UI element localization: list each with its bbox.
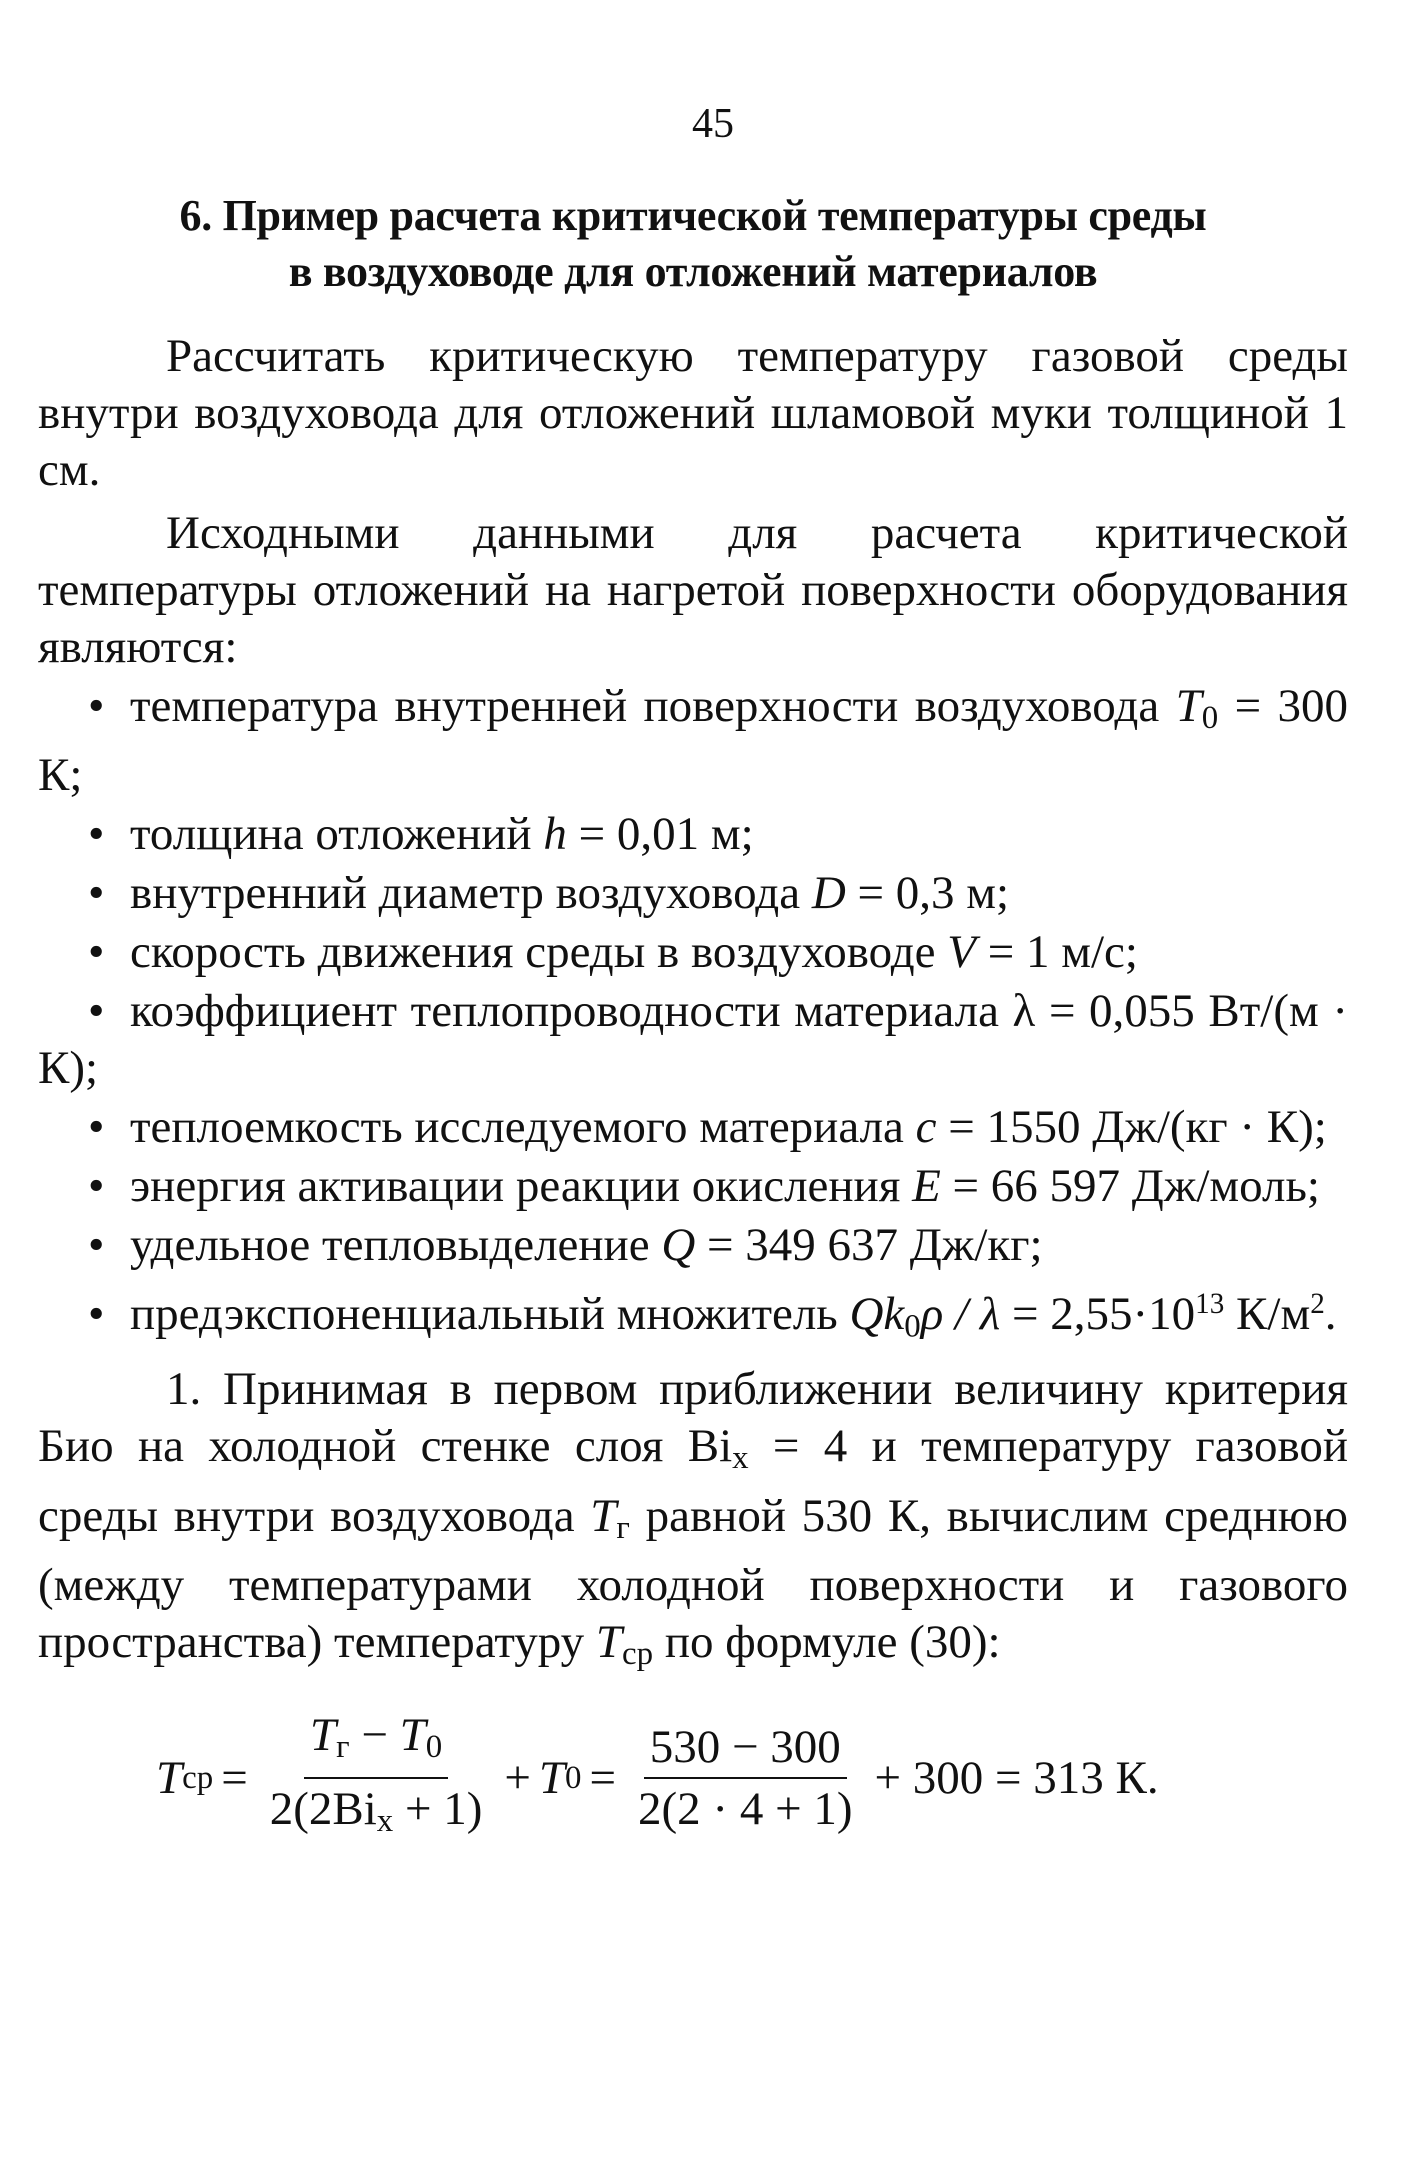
item-label: коэффициент теплопроводности материала	[130, 985, 999, 1038]
fraction-numerator	[304, 1709, 448, 1779]
item-var: h	[543, 808, 567, 861]
step-1-paragraph	[38, 1361, 1348, 1683]
bullet-icon: •	[88, 985, 105, 1038]
section-title-line-2: в воздуховоде для отложений материалов	[288, 247, 1098, 296]
step-1-text-4: по формуле (30):	[653, 1615, 1001, 1668]
item-label: удельное тепловыделение	[130, 1219, 650, 1272]
item-var: λ	[1012, 985, 1036, 1038]
item-value: = 2,55·10	[1011, 1288, 1196, 1341]
formula-equals-2: =	[589, 1752, 617, 1805]
page-number: 45	[692, 101, 734, 147]
item-var: D	[811, 867, 846, 920]
formula-t0: T	[538, 1752, 566, 1805]
item-var: Qk	[849, 1288, 905, 1341]
list-item-v	[38, 924, 1348, 981]
item-label: теплоемкость исследуемого материала	[130, 1101, 904, 1154]
item-value-exponent: 13	[1195, 1288, 1225, 1321]
item-value-unit: К/м	[1224, 1288, 1311, 1341]
bullet-icon: •	[88, 808, 105, 861]
bi-symbol: Bi	[687, 1420, 733, 1473]
item-var: Q	[661, 1219, 696, 1272]
input-intro-paragraph: Исходными данными для расчета критической температуры отложений на нагретой поверхности оборудования являются:	[38, 507, 1348, 673]
item-label: энергия активации реакции окисления	[130, 1160, 901, 1213]
formula-equals: =	[221, 1752, 248, 1805]
item-label: температура внутренней поверхности воздуховода	[130, 680, 1160, 732]
item-var-rest: ρ / λ	[920, 1288, 1001, 1341]
step-1-text-1: 1. Принимая в первом приближении величину критерия Био на холодной стенке слоя	[38, 1363, 1348, 1473]
bi-subscript: x	[732, 1440, 749, 1477]
den-sub: x	[376, 1803, 394, 1840]
item-unit-exponent: 2	[1310, 1288, 1325, 1321]
formula-t0-sub: 0	[565, 1760, 582, 1797]
list-item-lambda	[38, 983, 1348, 1097]
item-label: предэкспоненциальный множитель	[130, 1288, 838, 1341]
bullet-icon: •	[88, 680, 105, 732]
den-part-2: + 1)	[393, 1783, 483, 1836]
tg-symbol: T	[590, 1489, 617, 1542]
item-end: .	[1324, 1288, 1337, 1341]
item-label: внутренний диаметр воздуховода	[130, 867, 801, 920]
tg-var: T	[309, 1709, 337, 1762]
fraction-denominator: 2(2 · 4 + 1)	[638, 1783, 853, 1836]
bullet-icon: •	[88, 1160, 105, 1213]
formula-lhs-sub: ср	[182, 1760, 214, 1797]
item-var: T	[1175, 680, 1202, 732]
item-value: = 349 637 Дж/кг;	[707, 1219, 1043, 1272]
list-item-h	[38, 806, 1348, 863]
list-item-c	[38, 1099, 1348, 1156]
bullet-icon: •	[88, 1288, 105, 1341]
task-paragraph: Рассчитать критическую температуру газовой среды внутри воздуховода для отложений шламовой муки толщиной 1 см.	[38, 330, 1348, 496]
bullet-icon: •	[88, 1101, 105, 1154]
step-1-text-2: = 4 и температуру газовой среды внутри воздуховода	[38, 1420, 1348, 1542]
item-value: = 0,3 м;	[857, 867, 1010, 920]
list-item-e	[38, 1158, 1348, 1215]
list-item-t0	[38, 678, 1348, 804]
list-item-preexponential	[38, 1276, 1348, 1355]
formula-fraction-numeric	[632, 1721, 858, 1835]
formula-result: + 300 = 313 К.	[874, 1752, 1159, 1805]
t0-sub: 0	[425, 1729, 443, 1766]
t0-var: T	[399, 1709, 426, 1762]
minus-sign: −	[349, 1709, 400, 1762]
item-label: толщина отложений	[130, 808, 532, 861]
item-var: E	[912, 1160, 941, 1213]
formula-fraction-symbolic	[264, 1709, 489, 1847]
item-value: = 300 К;	[38, 680, 1349, 802]
list-item-d	[38, 865, 1348, 922]
tg-sub: г	[336, 1729, 350, 1766]
bullet-icon: •	[88, 926, 105, 979]
formula-plus: +	[504, 1752, 531, 1805]
item-value: = 0,01 м;	[578, 808, 754, 861]
bullet-icon: •	[88, 1219, 105, 1272]
fraction-denominator	[264, 1779, 489, 1847]
tcp-symbol: T	[595, 1615, 623, 1668]
item-var-sub: 0	[904, 1308, 921, 1345]
item-label: скорость движения среды в воздуховоде	[130, 926, 936, 979]
item-var-sub: 0	[1201, 700, 1219, 737]
item-value: = 0,055 Вт/(м · К);	[38, 985, 1349, 1095]
document-page	[38, 100, 1348, 1848]
section-title	[38, 188, 1348, 300]
item-value: = 1550 Дж/(кг · К);	[948, 1101, 1327, 1154]
den-part-1: 2(2Bi	[269, 1783, 377, 1836]
tcp-formula	[156, 1709, 1348, 1847]
list-item-q	[38, 1217, 1348, 1274]
step-1-text-3: равной 530 К, вычислим среднюю (между температурами холодной поверхности и газового пространства) температуру	[38, 1489, 1348, 1668]
item-value: = 1 м/с;	[987, 926, 1138, 979]
formula-lhs: T	[156, 1752, 183, 1805]
item-value: = 66 597 Дж/моль;	[952, 1160, 1320, 1213]
item-var: V	[947, 926, 976, 979]
section-title-line-1: 6. Пример расчета критической температуры среды	[179, 191, 1207, 240]
tg-subscript: г	[616, 1509, 630, 1546]
item-var: c	[915, 1101, 937, 1154]
tcp-subscript: ср	[622, 1636, 654, 1673]
bullet-icon: •	[88, 867, 105, 920]
fraction-numerator: 530 − 300	[644, 1721, 847, 1779]
